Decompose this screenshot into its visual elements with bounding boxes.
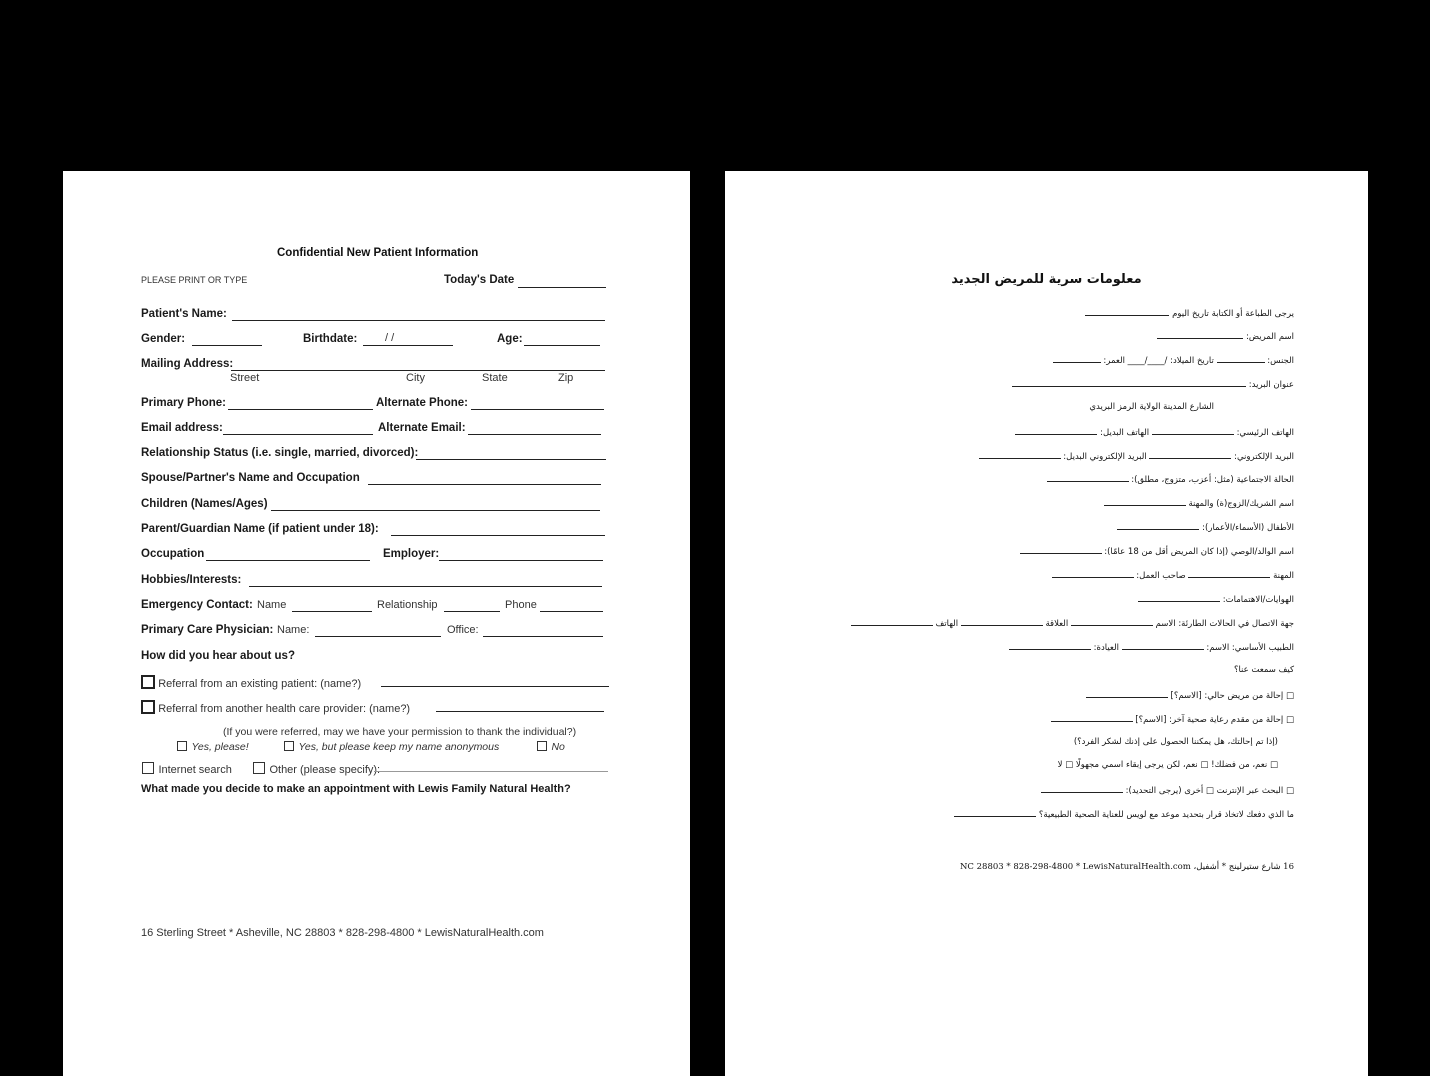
- occupation-label: Occupation: [141, 548, 205, 560]
- pcp-label: Primary Care Physician:: [141, 624, 274, 636]
- ar-occupation-field[interactable]: [1188, 569, 1270, 578]
- footer-address: 16 Sterling Street * Asheville, NC 28803 * 828-298-4800 * LewisNaturalHealth.com: [141, 927, 544, 939]
- ref-provider-label: Referral from another health care provider: (name?): [158, 703, 411, 715]
- how-hear-label: How did you hear about us?: [141, 650, 295, 662]
- ar-children-field[interactable]: [1117, 521, 1199, 530]
- ar-pcp-office-label: العيادة:: [1093, 643, 1119, 653]
- yes-please-checkbox[interactable]: [177, 741, 187, 751]
- ar-occupation-label: المهنة: [1273, 571, 1294, 581]
- ar-employer-label: صاحب العمل:: [1136, 571, 1186, 581]
- todays-date-label: Today's Date: [444, 274, 515, 286]
- mailing-address-field[interactable]: [231, 370, 605, 371]
- ar-relationship-status-label: الحالة الاجتماعية (مثل: أعزب، متزوج، مطلق):: [1131, 475, 1294, 485]
- ec-phone-label: Phone: [505, 599, 537, 611]
- ref-patient-label: Referral from an existing patient: (name?): [158, 678, 362, 690]
- occupation-field[interactable]: [206, 560, 370, 561]
- ar-hobbies-label: الهوايات/الاهتمامات:: [1222, 595, 1294, 605]
- ar-alternate-phone-field[interactable]: [1015, 426, 1097, 435]
- ar-alternate-email-label: البريد الإلكتروني البديل:: [1063, 452, 1147, 462]
- ref-patient-field[interactable]: [381, 686, 609, 687]
- ar-mailing-address-label: عنوان البريد:: [1248, 380, 1294, 390]
- parent-guardian-label: Parent/Guardian Name (if patient under 18):: [141, 523, 379, 535]
- ec-relationship-field[interactable]: [444, 611, 500, 612]
- age-label: Age:: [497, 333, 523, 345]
- ar-what-made-field[interactable]: [954, 808, 1036, 817]
- ar-gender-field[interactable]: [1217, 354, 1265, 363]
- ar-ref-patient-field[interactable]: [1086, 689, 1168, 698]
- other-label: Other (please specify):: [269, 764, 381, 776]
- parent-guardian-field[interactable]: [391, 535, 605, 536]
- internet-search-label: Internet search: [158, 764, 232, 776]
- ar-emergency-relationship-field[interactable]: [961, 617, 1043, 626]
- ec-name-label: Name: [257, 599, 287, 611]
- ar-age-label: العمر:: [1103, 356, 1125, 366]
- ec-phone-field[interactable]: [540, 611, 603, 612]
- ar-emergency-relationship-label: العلاقة: [1045, 619, 1069, 629]
- gender-field[interactable]: [192, 345, 262, 346]
- yes-anonymous-checkbox[interactable]: [284, 741, 294, 751]
- street-caption: Street: [230, 372, 260, 384]
- ar-age-field[interactable]: [1053, 354, 1101, 363]
- ar-email-label: البريد الإلكتروني:: [1234, 452, 1294, 462]
- ar-footer-address: 16 شارع ستيرلينج * أشفيل، NC 28803 * 828-298-4800 * LewisNaturalHealth.com: [959, 862, 1294, 872]
- ref-patient-checkbox[interactable]: [141, 675, 155, 689]
- no-checkbox[interactable]: [537, 741, 547, 751]
- ar-pcp-office-field[interactable]: [1009, 641, 1091, 650]
- pcp-office-field[interactable]: [483, 636, 603, 637]
- hobbies-field[interactable]: [249, 586, 602, 587]
- ar-patient-name-label: اسم المريض:: [1245, 332, 1294, 342]
- zip-caption: Zip: [558, 372, 574, 384]
- ar-internet-other-label: □ البحث عبر الإنترنت □ أخرى (يرجى التحديد):: [1125, 786, 1294, 796]
- no-label: No: [551, 741, 565, 753]
- relationship-status-field[interactable]: [416, 459, 606, 460]
- gender-label: Gender:: [141, 333, 186, 345]
- hobbies-label: Hobbies/Interests:: [141, 574, 242, 586]
- internet-search-checkbox[interactable]: [142, 762, 154, 774]
- print-or-type-note: PLEASE PRINT OR TYPE: [141, 275, 248, 285]
- ar-hobbies-field[interactable]: [1138, 593, 1220, 602]
- ar-email-field[interactable]: [1149, 450, 1231, 459]
- ar-ref-patient-label: □ إحالة من مريض حالي: [الاسم؟]: [1170, 691, 1294, 701]
- birthdate-label: Birthdate:: [303, 333, 358, 345]
- ar-primary-phone-label: الهاتف الرئيسي:: [1236, 428, 1294, 438]
- pcp-name-field[interactable]: [315, 636, 441, 637]
- yes-please-label: Yes, please!: [191, 741, 249, 753]
- ec-relationship-label: Relationship: [377, 599, 438, 611]
- ar-parent-field[interactable]: [1020, 545, 1102, 554]
- ar-emergency-name-label: جهة الاتصال في الحالات الطارئة: الاسم: [1155, 619, 1294, 629]
- what-made-question: What made you decide to make an appointment with Lewis Family Natural Health?: [141, 783, 571, 795]
- ref-provider-checkbox[interactable]: [141, 700, 155, 714]
- pcp-office-label: Office:: [447, 624, 479, 636]
- city-caption: City: [406, 372, 425, 384]
- ar-gender-label: الجنس:: [1267, 356, 1294, 366]
- ar-emergency-phone-field[interactable]: [851, 617, 933, 626]
- spouse-field[interactable]: [368, 484, 601, 485]
- ar-primary-phone-field[interactable]: [1152, 426, 1234, 435]
- ar-emergency-phone-label: الهاتف: [935, 619, 959, 629]
- ar-birthdate-field: /____/____: [1127, 356, 1168, 366]
- alternate-email-label: Alternate Email:: [378, 422, 466, 434]
- ar-permission-options[interactable]: □ نعم، من فضلك! □ نعم، لكن يرجى إبقاء اسمي مجهولًا □ لا: [1057, 760, 1278, 770]
- ar-address-captions: الشارع المدينة الولاية الرمز البريدي: [1089, 402, 1214, 412]
- ar-relationship-status-field[interactable]: [1047, 473, 1129, 482]
- birthdate-separators: / /: [385, 332, 395, 344]
- primary-phone-field[interactable]: [228, 409, 373, 410]
- ar-what-made-question: ما الذي دفعك لاتخاذ قرار بتحديد موعد مع لويس للعناية الصحية الطبيعية؟: [1038, 810, 1294, 820]
- ar-permission-question: (إذا تم إحالتك، هل يمكننا الحصول على إذنك لشكر الفرد؟): [1073, 737, 1278, 747]
- ar-ref-provider-label: □ إحالة من مقدم رعاية صحية آخر: [الاسم؟]: [1135, 715, 1294, 725]
- ar-birthdate-label: تاريخ الميلاد:: [1170, 356, 1214, 366]
- patient-name-field[interactable]: [232, 320, 605, 321]
- other-checkbox[interactable]: [253, 762, 265, 774]
- ar-pcp-name-field[interactable]: [1122, 641, 1204, 650]
- alternate-email-field[interactable]: [468, 434, 601, 435]
- form-title: Confidential New Patient Information: [277, 247, 479, 259]
- arabic-form-page: [725, 171, 1368, 1005]
- state-caption: State: [482, 372, 508, 384]
- ar-employer-field[interactable]: [1052, 569, 1134, 578]
- spouse-label: Spouse/Partner's Name and Occupation: [141, 472, 360, 484]
- yes-anonymous-label: Yes, but please keep my name anonymous: [298, 741, 500, 753]
- age-field[interactable]: [524, 345, 600, 346]
- ar-spouse-field[interactable]: [1104, 497, 1186, 506]
- ar-spouse-label: اسم الشريك/الزوج(ة) والمهنة: [1188, 499, 1294, 509]
- ar-patient-name-field[interactable]: [1157, 330, 1243, 339]
- alternate-phone-label: Alternate Phone:: [376, 397, 469, 409]
- ar-how-hear-label: كيف سمعت عنا؟: [1233, 665, 1294, 675]
- employer-label: Employer:: [383, 548, 440, 560]
- primary-phone-label: Primary Phone:: [141, 397, 226, 409]
- other-field[interactable]: [374, 771, 608, 772]
- todays-date-field[interactable]: [518, 287, 606, 288]
- ar-parent-label: اسم الوالد/الوصي (إذا كان المريض أقل من 18 عامًا):: [1104, 547, 1294, 557]
- arabic-form-title: معلومات سرية للمريض الجديد: [951, 272, 1142, 287]
- children-field[interactable]: [271, 510, 600, 511]
- ar-print-date-label: يرجى الطباعة أو الكتابة تاريخ اليوم: [1172, 309, 1294, 319]
- ar-emergency-name-field[interactable]: [1071, 617, 1153, 626]
- alternate-phone-field[interactable]: [471, 409, 604, 410]
- relationship-status-label: Relationship Status (i.e. single, married, divorced):: [141, 447, 419, 459]
- arabic-page-lower-strip: [725, 1005, 1368, 1076]
- ec-name-field[interactable]: [292, 611, 372, 612]
- ar-ref-provider-field[interactable]: [1051, 713, 1133, 722]
- employer-field[interactable]: [439, 560, 603, 561]
- email-label: Email address:: [141, 422, 223, 434]
- ref-provider-field[interactable]: [436, 711, 604, 712]
- ar-alternate-phone-label: الهاتف البديل:: [1100, 428, 1150, 438]
- pcp-name-label: Name:: [277, 624, 310, 636]
- english-form-page: [63, 171, 690, 1076]
- birthdate-field[interactable]: [363, 345, 453, 346]
- ar-other-field[interactable]: [1041, 784, 1123, 793]
- permission-question: (If you were referred, may we have your permission to thank the individual?): [223, 726, 577, 738]
- email-field[interactable]: [223, 434, 373, 435]
- ar-pcp-label: الطبيب الأساسي: الاسم:: [1206, 643, 1294, 653]
- ar-date-field[interactable]: [1085, 307, 1169, 316]
- patient-name-label: Patient's Name:: [141, 308, 227, 320]
- children-label: Children (Names/Ages): [141, 498, 268, 510]
- ar-mailing-address-field[interactable]: [1012, 378, 1246, 387]
- emergency-contact-label: Emergency Contact:: [141, 599, 253, 611]
- ar-children-label: الأطفال (الأسماء/الأعمار):: [1202, 523, 1294, 533]
- mailing-address-label: Mailing Address:: [141, 358, 234, 370]
- ar-alternate-email-field[interactable]: [979, 450, 1061, 459]
